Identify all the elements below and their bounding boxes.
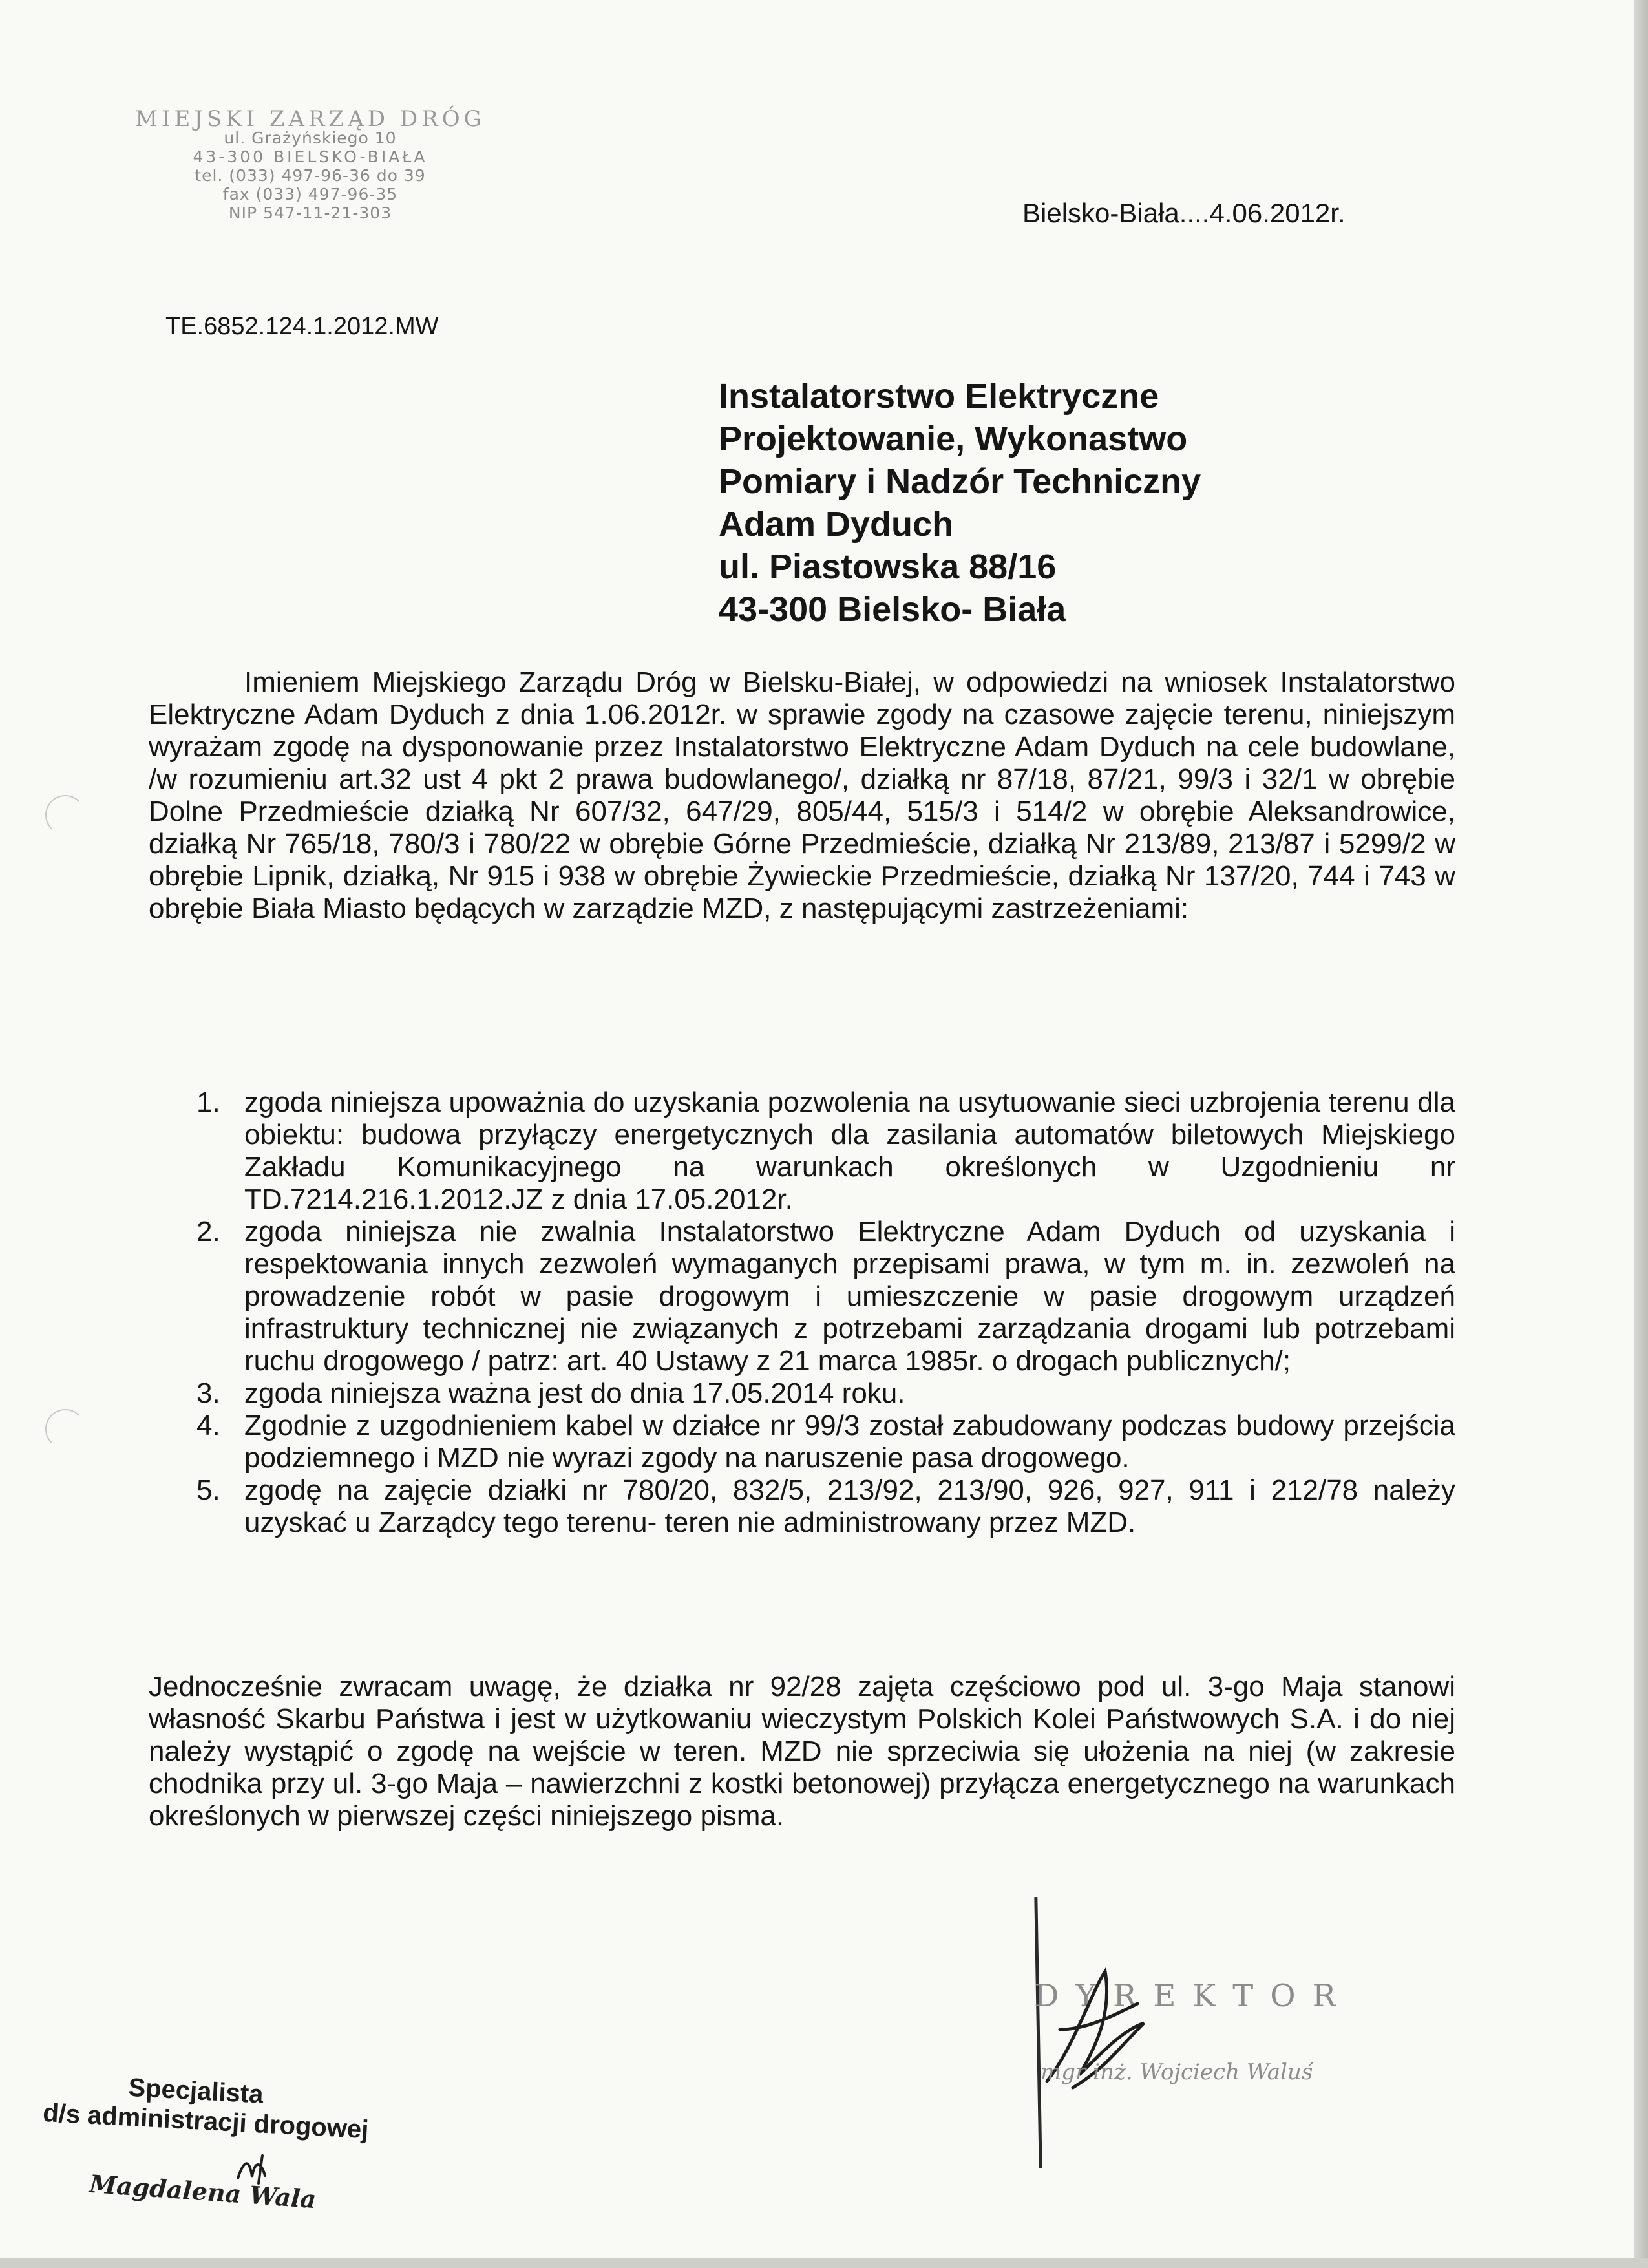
specialist-stamp (42, 2068, 458, 2149)
stamp-fax: fax (033) 497-96-35 (222, 185, 398, 204)
addressee-line: 43-300 Bielsko- Biała (719, 590, 1066, 629)
intro-paragraph (149, 666, 1455, 925)
stamp-org-name: MIEJSKI ZARZĄD DRÓG (135, 106, 485, 132)
list-item (196, 1216, 1455, 1377)
item-number: 5. (196, 1474, 220, 1506)
specialist-name: Magdalena Wala (88, 2168, 317, 2214)
addressee-line: Projektowanie, Wykonastwo (719, 419, 1188, 458)
list-item (196, 1410, 1455, 1474)
item-number: 3. (196, 1377, 220, 1409)
punch-hole-mark (45, 1409, 85, 1449)
item-text: zgoda niniejsza ważna jest do dnia 17.05.2014 roku. (244, 1377, 905, 1409)
stamp-city: 43-300 BIELSKO-BIAŁA (193, 147, 428, 166)
reference-number: TE.6852.124.1.2012.MW (165, 313, 439, 340)
punch-hole-mark (45, 795, 85, 835)
intro-text: Imieniem Miejskiego Zarządu Dróg w Bielsku-Białej, w odpowiedzi na wniosek Instalatorstwo Elektryczne Adam Dyduch z dnia 1.06.2012r. w sprawie zgody na czasowe zajęcie terenu, niniejszym wyrażam zgodę na dysponowanie przez Instalatorstwo Elektryczne Adam Dyduch na cele budowlane, /w rozumieniu art.32 ust 4 pkt 2 prawa budowlanego/, działką nr 87/18, 87/21, 99/3 i 32/1 w obrębie Dolne Przedmieście działką Nr 607/32, 647/29, 805/44, 515/3 i 514/2 w obrębie Aleksandrowice, działką Nr 765/18, 780/3 i 780/22 w obrębie Górne Przedmieście, działką Nr 213/89, 213/87 i 5299/2 w obrębie Lipnik, działką, Nr 915 i 938 w obrębie Żywieckie Przedmieście, działką Nr 137/20, 744 i 743 w obrębie Biała Miasto będących w zarządzie MZD, z następującymi zastrzeżeniami: (149, 666, 1455, 924)
director-stamp-title: DYREKTOR (1034, 1978, 1353, 2014)
closing-paragraph (149, 1671, 1455, 1832)
list-item (196, 1086, 1455, 1216)
addressee-line: ul. Piastowska 88/16 (719, 547, 1057, 586)
scan-edge-bottom (0, 2258, 1648, 2268)
scan-edge-right (1634, 0, 1648, 2268)
specialist-department: d/s administracji drogowej (42, 2098, 370, 2145)
stamp-nip: NIP 547-11-21-303 (228, 204, 392, 222)
item-number: 2. (196, 1216, 220, 1247)
item-text: zgoda niniejsza nie zwalnia Instalatorstwo Elektryczne Adam Dyduch od uzyskania i respektowania innych zezwoleń wymaganych przepisami prawa, w tym m. in. zezwoleń na prowadzenie robót w pasie drogowym i umieszczenie w pasie drogowym urządzeń infrastruktury technicznej nie związanych z potrzebami zarządzania drogami lub potrzebami ruchu drogowego / patrz: art. 40 Ustawy z 21 marca 1985r. o drogach publicznych/; (244, 1216, 1455, 1377)
institution-stamp (103, 106, 517, 222)
closing-text: Jednocześnie zwracam uwagę, że działka nr 92/28 zajęta częściowo pod ul. 3-go Maja stanowi własność Skarbu Państwa i jest w użytkowaniu wieczystym Polskich Kolei Państwowych S.A. i do niej należy wystąpić o zgodę na wejście w teren. MZD nie sprzeciwia się ułożenia na niej (w zakresie chodnika przy ul. 3-go Maja – nawierzchni z kostki betonowej) przyłącza energetycznego na warunkach określonych w pierwszej części niniejszego pisma. (149, 1671, 1455, 1832)
letter-date: Bielsko-Biała....4.06.2012r. (1022, 198, 1346, 228)
stamp-phone: tel. (033) 497-96-36 do 39 (195, 166, 426, 185)
addressee-line: Adam Dyduch (719, 505, 954, 544)
addressee-block (719, 375, 1201, 631)
addressee-line: Pomiary i Nadzór Techniczny (719, 462, 1201, 501)
item-text: Zgodnie z uzgodnieniem kabel w działce nr 99/3 został zabudowany podczas budowy przejścia podziemnego i MZD nie wyrazi zgody na naruszenie pasa drogowego. (244, 1410, 1455, 1474)
item-text: zgoda niniejsza upoważnia do uzyskania pozwolenia na usytuowanie sieci uzbrojenia terenu dla obiektu: budowa przyłączy energetycznych dla zasilania automatów biletowych Miejskiego Zakładu Komunikacyjnego na warunkach określonych w Uzgodnieniu nr TD.7214.216.1.2012.JZ z dnia 17.05.2012r. (244, 1086, 1455, 1215)
addressee-line: Instalatorstwo Elektryczne (719, 377, 1159, 416)
conditions-list (196, 1086, 1455, 1539)
director-stamp-name: mgr inż. Wojciech Waluś (1041, 2059, 1313, 2085)
item-number: 4. (196, 1410, 220, 1441)
list-item (196, 1377, 1455, 1410)
item-text: zgodę na zajęcie działki nr 780/20, 832/5, 213/92, 213/90, 926, 927, 911 i 212/78 należy uzyskać u Zarządcy tego terenu- teren nie administrowany przez MZD. (244, 1474, 1455, 1538)
item-number: 1. (196, 1086, 220, 1118)
specialist-title: Specjalista (127, 2073, 264, 2109)
list-item (196, 1474, 1455, 1539)
stamp-street: ul. Grażyńskiego 10 (224, 129, 397, 147)
